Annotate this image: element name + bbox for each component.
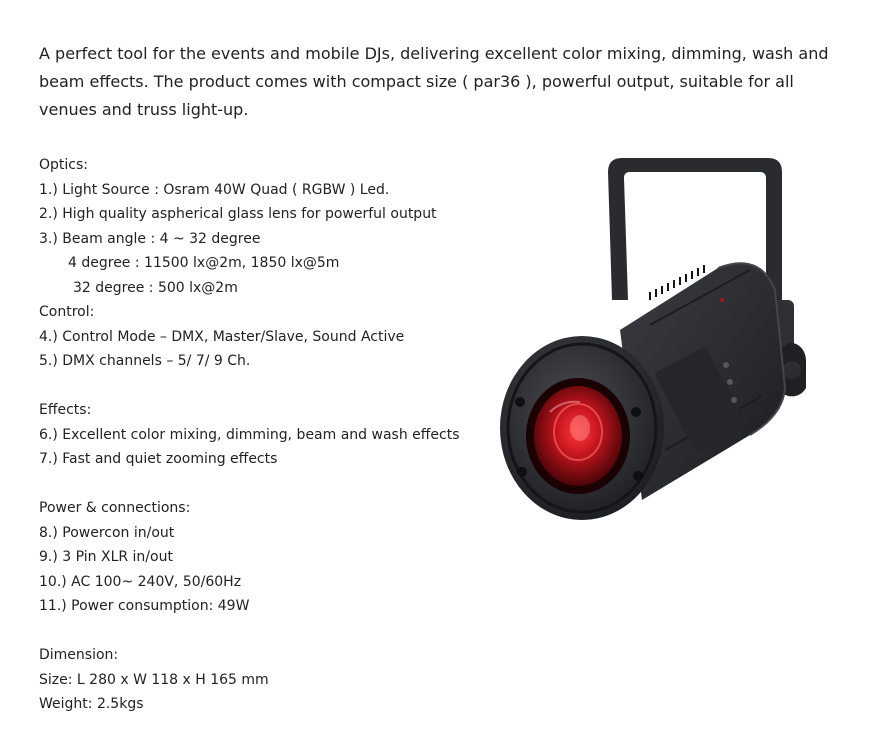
intro-paragraph: A perfect tool for the events and mobile DJs, delivering excellent color mixing, dimming, wash and beam effects. The product comes with compact size ( par36 ), powerful output, suitable for all venues and truss light-up. xyxy=(39,44,829,119)
spec-item: 3.) Beam angle : 4 ~ 32 degree xyxy=(39,231,261,247)
size-line: Size: L 280 x W 118 x H 165 mm xyxy=(39,672,269,688)
spec-item: 4.) Control Mode – DMX, Master/Slave, Sound Active xyxy=(39,329,405,345)
spec-item: 8.) Powercon in/out xyxy=(39,525,175,541)
spec-item: 2.) High quality aspherical glass lens for powerful output xyxy=(39,206,437,222)
spec-item: 10.) AC 100~ 240V, 50/60Hz xyxy=(39,574,242,590)
spec-subitem: 4 degree : 11500 lx@2m, 1850 lx@5m xyxy=(68,255,340,271)
spec-item: 7.) Fast and quiet zooming effects xyxy=(39,451,278,467)
dimension-heading: Dimension: xyxy=(39,647,119,663)
effects-heading: Effects: xyxy=(39,402,92,418)
optics-heading: Optics: xyxy=(39,157,88,173)
weight-line: Weight: 2.5kgs xyxy=(39,696,144,712)
control-heading: Control: xyxy=(39,304,95,320)
spec-item: 6.) Excellent color mixing, dimming, beam and wash effects xyxy=(39,427,460,443)
spec-subitem: 32 degree : 500 lx@2m xyxy=(73,280,238,296)
spec-item: 1.) Light Source : Osram 40W Quad ( RGBW ) Led. xyxy=(39,182,390,198)
product-image xyxy=(500,150,820,530)
spec-item: 9.) 3 Pin XLR in/out xyxy=(39,549,173,565)
spec-item: 5.) DMX channels – 5/ 7/ 9 Ch. xyxy=(39,353,251,369)
power-heading: Power & connections: xyxy=(39,500,191,516)
spec-item: 11.) Power consumption: 49W xyxy=(39,598,250,614)
